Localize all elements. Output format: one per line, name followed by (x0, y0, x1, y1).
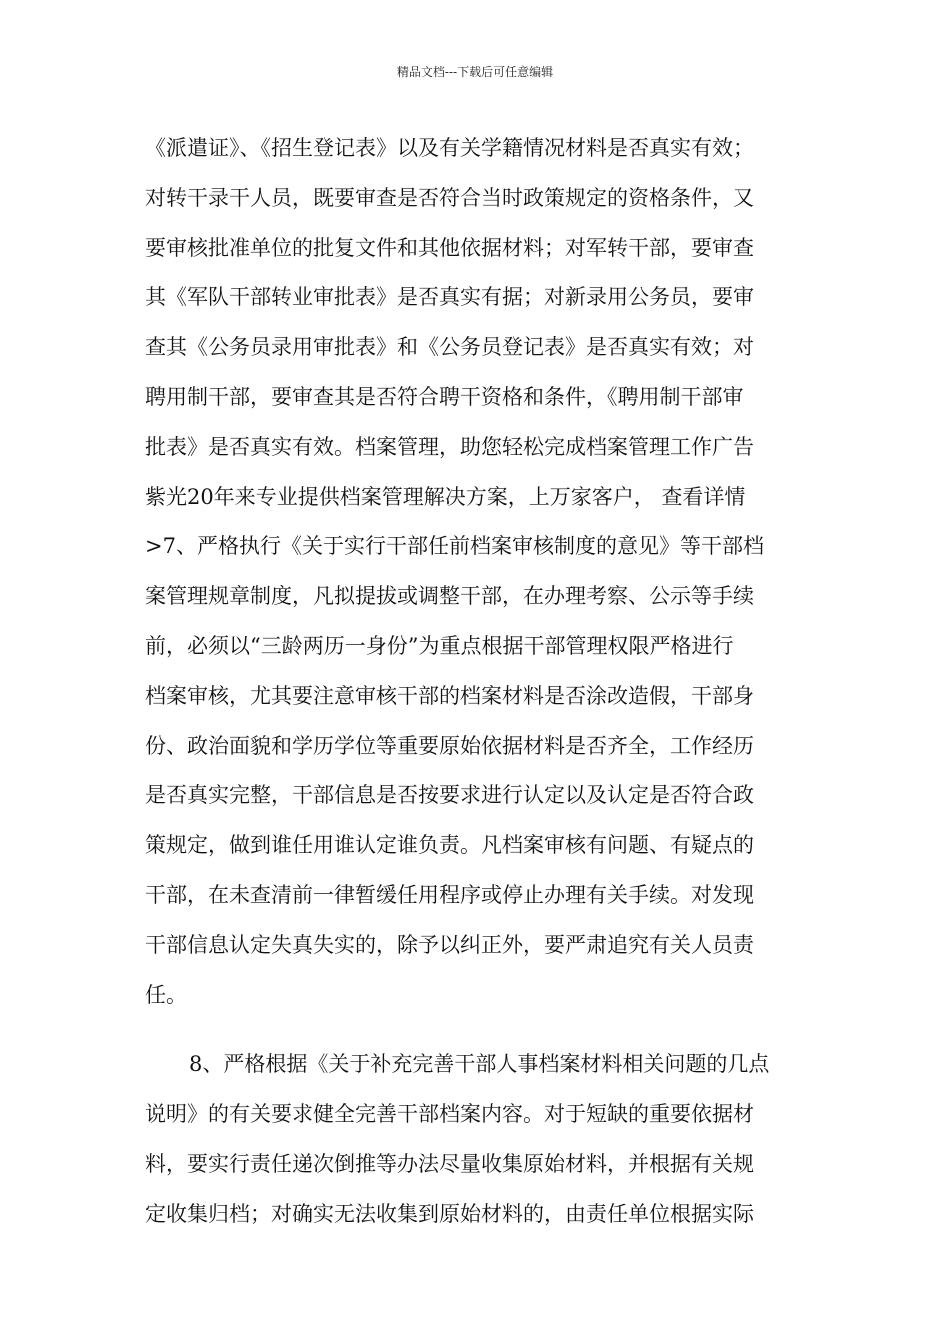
text-line: 8、严格根据《关于补充完善干部人事档案材料相关问题的几点 (189, 1052, 770, 1077)
text-line: 策规定，做到谁任用谁认定谁负责。凡档案审核有问题、有疑点的 (145, 833, 754, 858)
paragraph-2 (145, 1046, 815, 1245)
text-line: >7、严格执行《关于实行干部任前档案审核制度的意见》等干部档 (145, 534, 764, 559)
text-line: 任。 (145, 982, 187, 1007)
document-body (145, 130, 815, 1246)
text-line: 《派遣证》、《招生登记表》以及有关学籍情况材料是否真实有效； (145, 136, 754, 160)
text-line: 干部，在未查清前一律暂缓任用程序或停止办理有关手续。对发现 (145, 882, 754, 907)
text-line: 案管理规章制度，凡拟提拔或调整干部，在办理考察、公示等手续 (145, 584, 754, 609)
text-line: 要审核批准单位的批复文件和其他依据材料；对军转干部，要审查 (145, 235, 754, 260)
page-header: 精品文档---下载后可任意编辑 (396, 65, 554, 79)
text-line: 干部信息认定失真失实的，除予以纠正外，要严肃追究有关人员责 (145, 932, 754, 957)
text-line: 料，要实行责任递次倒推等办法尽量收集原始材料，并根据有关规 (145, 1151, 754, 1176)
text-line: 其《军队干部转业审批表》是否真实有据；对新录用公务员，要审 (145, 285, 754, 310)
text-line: 份、政治面貌和学历学位等重要原始依据材料是否齐全，工作经历 (145, 733, 754, 758)
paragraph-1 (145, 130, 815, 1026)
paragraph-spacer (145, 1026, 815, 1046)
text-line: 档案审核，尤其要注意审核干部的档案材料是否涂改造假，干部身 (145, 683, 754, 708)
text-line: 对转干录干人员，既要审查是否符合当时政策规定的资格条件，又 (145, 185, 754, 210)
text-line: 紫光20年来专业提供档案管理解决方案，上万家客户， 查看详情 (145, 484, 746, 509)
text-line: 查其《公务员录用审批表》和《公务员登记表》是否真实有效；对 (145, 335, 754, 360)
text-line: 聘用制干部，要审查其是否符合聘干资格和条件，《聘用制干部审 (145, 384, 744, 409)
text-line: 定收集归档；对确实无法收集到原始材料的，由责任单位根据实际 (145, 1201, 754, 1226)
text-line: 前，必须以“三龄两历一身份”为重点根据干部管理权限严格进行 (145, 633, 734, 658)
text-line: 说明》的有关要求健全完善干部档案内容。对于短缺的重要依据材 (145, 1102, 754, 1127)
text-line: 批表》是否真实有效。档案管理，助您轻松完成档案管理工作广告 (145, 434, 754, 459)
text-line: 是否真实完整，干部信息是否按要求进行认定以及认定是否符合政 (145, 783, 754, 808)
